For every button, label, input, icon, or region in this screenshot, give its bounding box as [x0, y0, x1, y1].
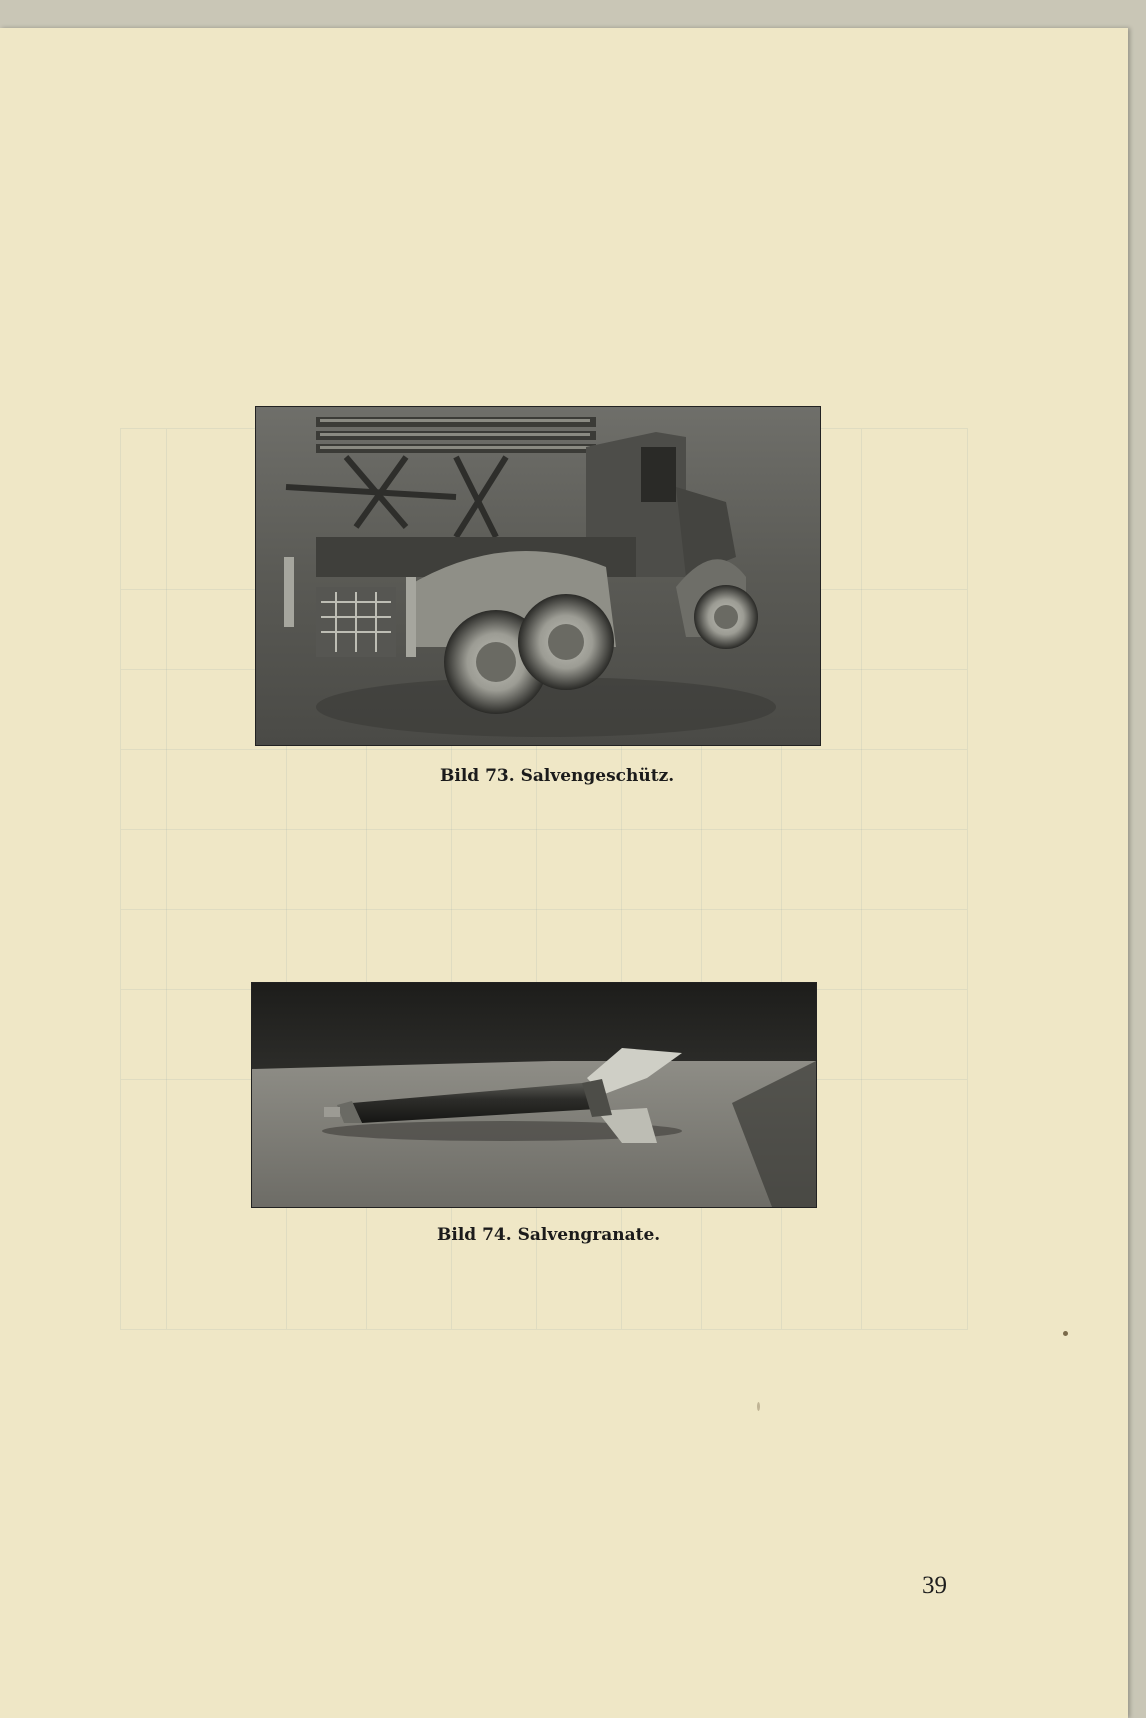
rocket-shell-photo [251, 982, 817, 1208]
rocket-launcher-truck-photo [255, 406, 821, 746]
figure-74-caption: Bild 74. Salvengranate. [437, 1225, 661, 1245]
paper-speck [1063, 1331, 1068, 1336]
paper-speck [757, 1402, 760, 1411]
figure-73-caption: Bild 73. Salvengeschütz. [440, 766, 675, 786]
page-number: 39 [922, 1572, 947, 1599]
document-page [0, 28, 1128, 1718]
